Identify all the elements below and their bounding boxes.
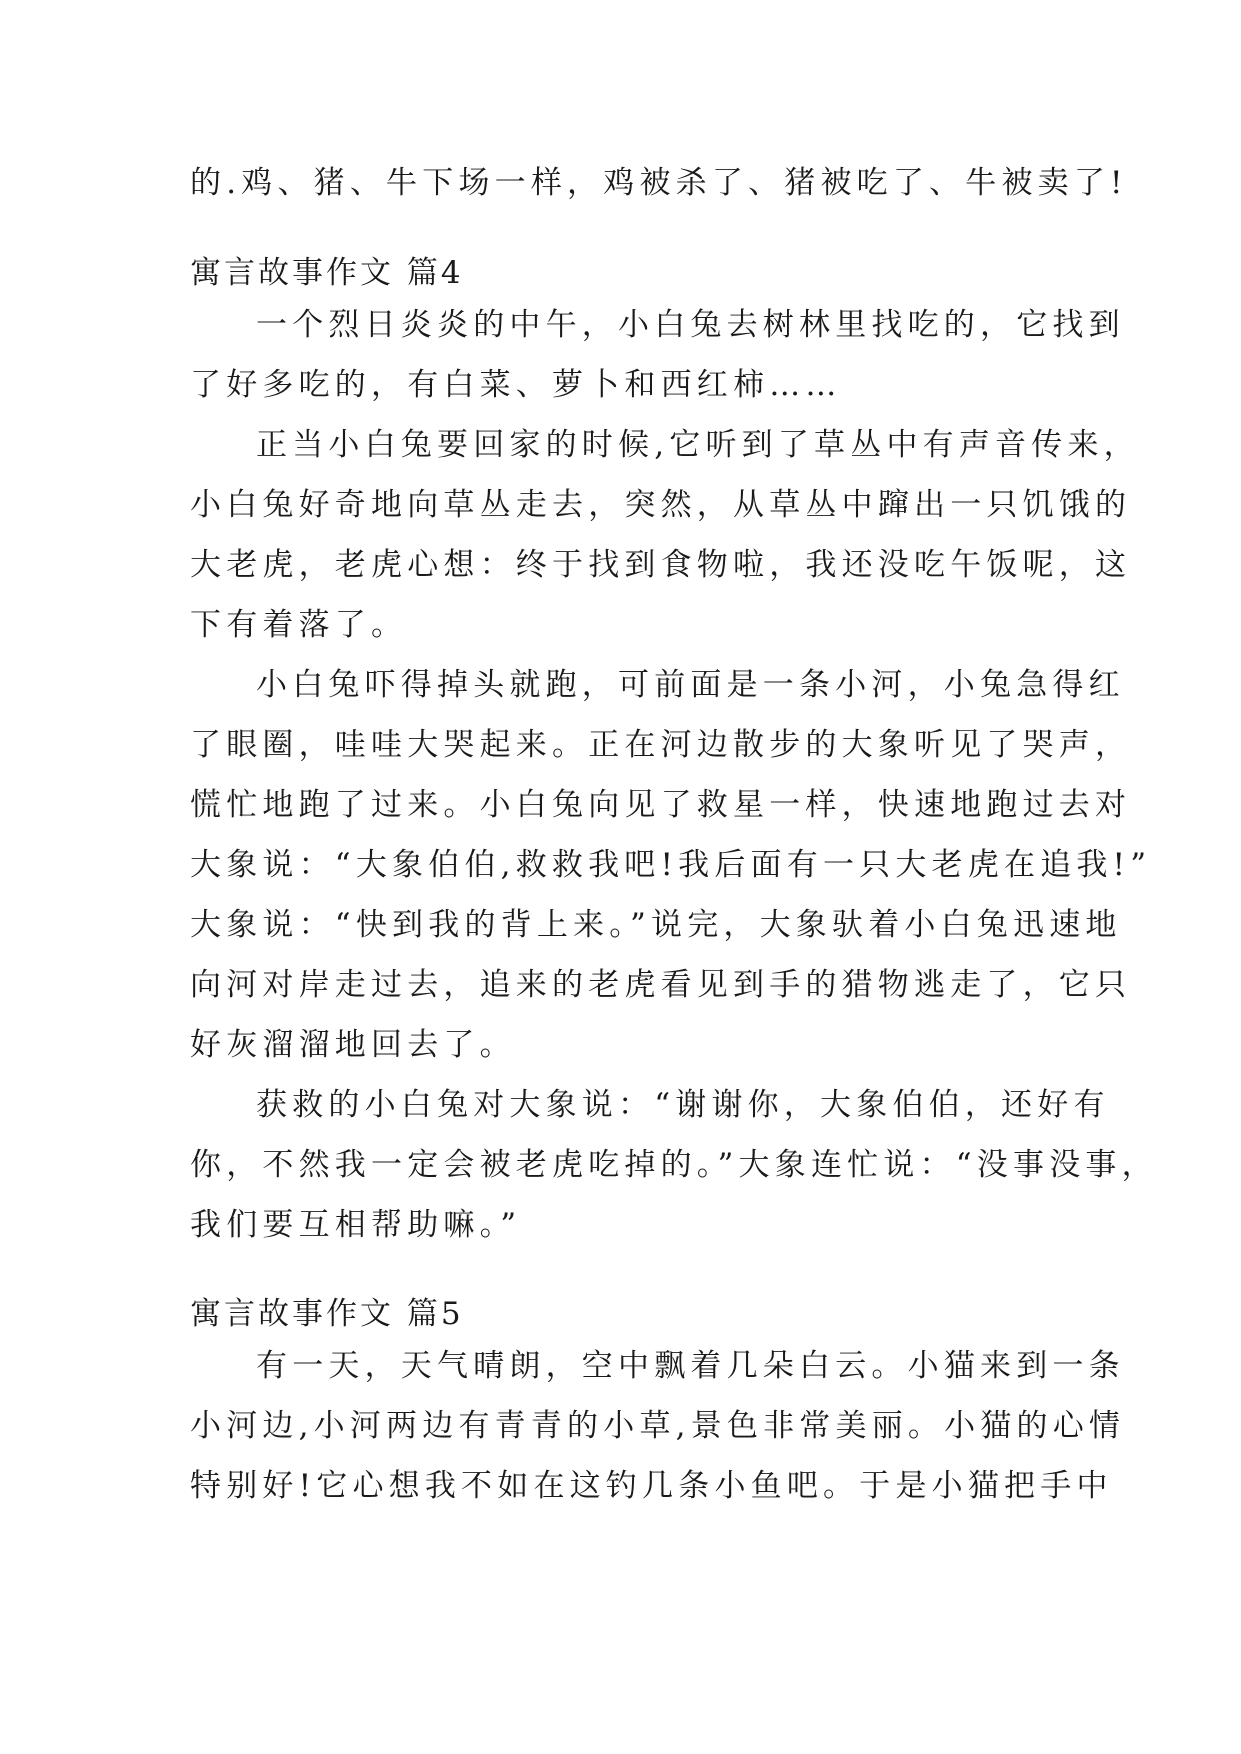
text-line: 大老虎，老虎心想：终于找到食物啦，我还没吃午饭呢，这 [190,547,1132,583]
text-line: 特别好!它心想我不如在这钓几条小鱼吧。于是小猫把手中 [190,1468,1113,1504]
text-line: 获救的小白兔对大象说：“谢谢你，大象伯伯，还好有 [256,1087,1110,1123]
text-line: 小河边,小河两边有青青的小草,景色非常美丽。小猫的心情 [190,1408,1126,1444]
text-line: 大象说：“快到我的背上来。”说完，大象驮着小白兔迅速地 [190,907,1122,943]
text-line: 慌忙地跑了过来。小白兔向见了救星一样，快速地跑过去对 [190,787,1132,823]
section-heading: 寓言故事作文 篇4 [190,255,464,291]
text-line: 你，不然我一定会被老虎吃掉的。”大象连忙说：“没事没事， [190,1147,1158,1183]
text-line: 一个烈日炎炎的中午，小白兔去树林里找吃的，它找到 [256,307,1125,343]
text-line: 有一天，天气晴朗，空中飘着几朵白云。小猫来到一条 [256,1348,1125,1384]
text-line: 大象说：“大象伯伯,救救我吧!我后面有一只大老虎在追我!” [190,847,1152,883]
text-line: 小白兔吓得掉头就跑，可前面是一条小河，小兔急得红 [256,667,1125,703]
text-line: 向河对岸走过去，追来的老虎看见到手的猎物逃走了，它只 [190,967,1132,1003]
text-line: 我们要互相帮助嘛。” [190,1207,522,1243]
text-line: 下有着落了。 [190,607,408,643]
text-line: 的.鸡、猪、牛下场一样，鸡被杀了、猪被吃了、牛被卖了! [190,165,1128,201]
section-heading: 寓言故事作文 篇5 [190,1296,464,1332]
text-line: 小白兔好奇地向草丛走去，突然，从草丛中蹿出一只饥饿的 [190,487,1132,523]
text-line: 正当小白兔要回家的时候,它听到了草丛中有声音传来， [256,427,1140,463]
text-line: 了好多吃的，有白菜、萝卜和西红柿…… [190,367,842,403]
text-line: 了眼圈，哇哇大哭起来。正在河边散步的大象听见了哭声， [190,727,1132,763]
text-line: 好灰溜溜地回去了。 [190,1027,516,1063]
